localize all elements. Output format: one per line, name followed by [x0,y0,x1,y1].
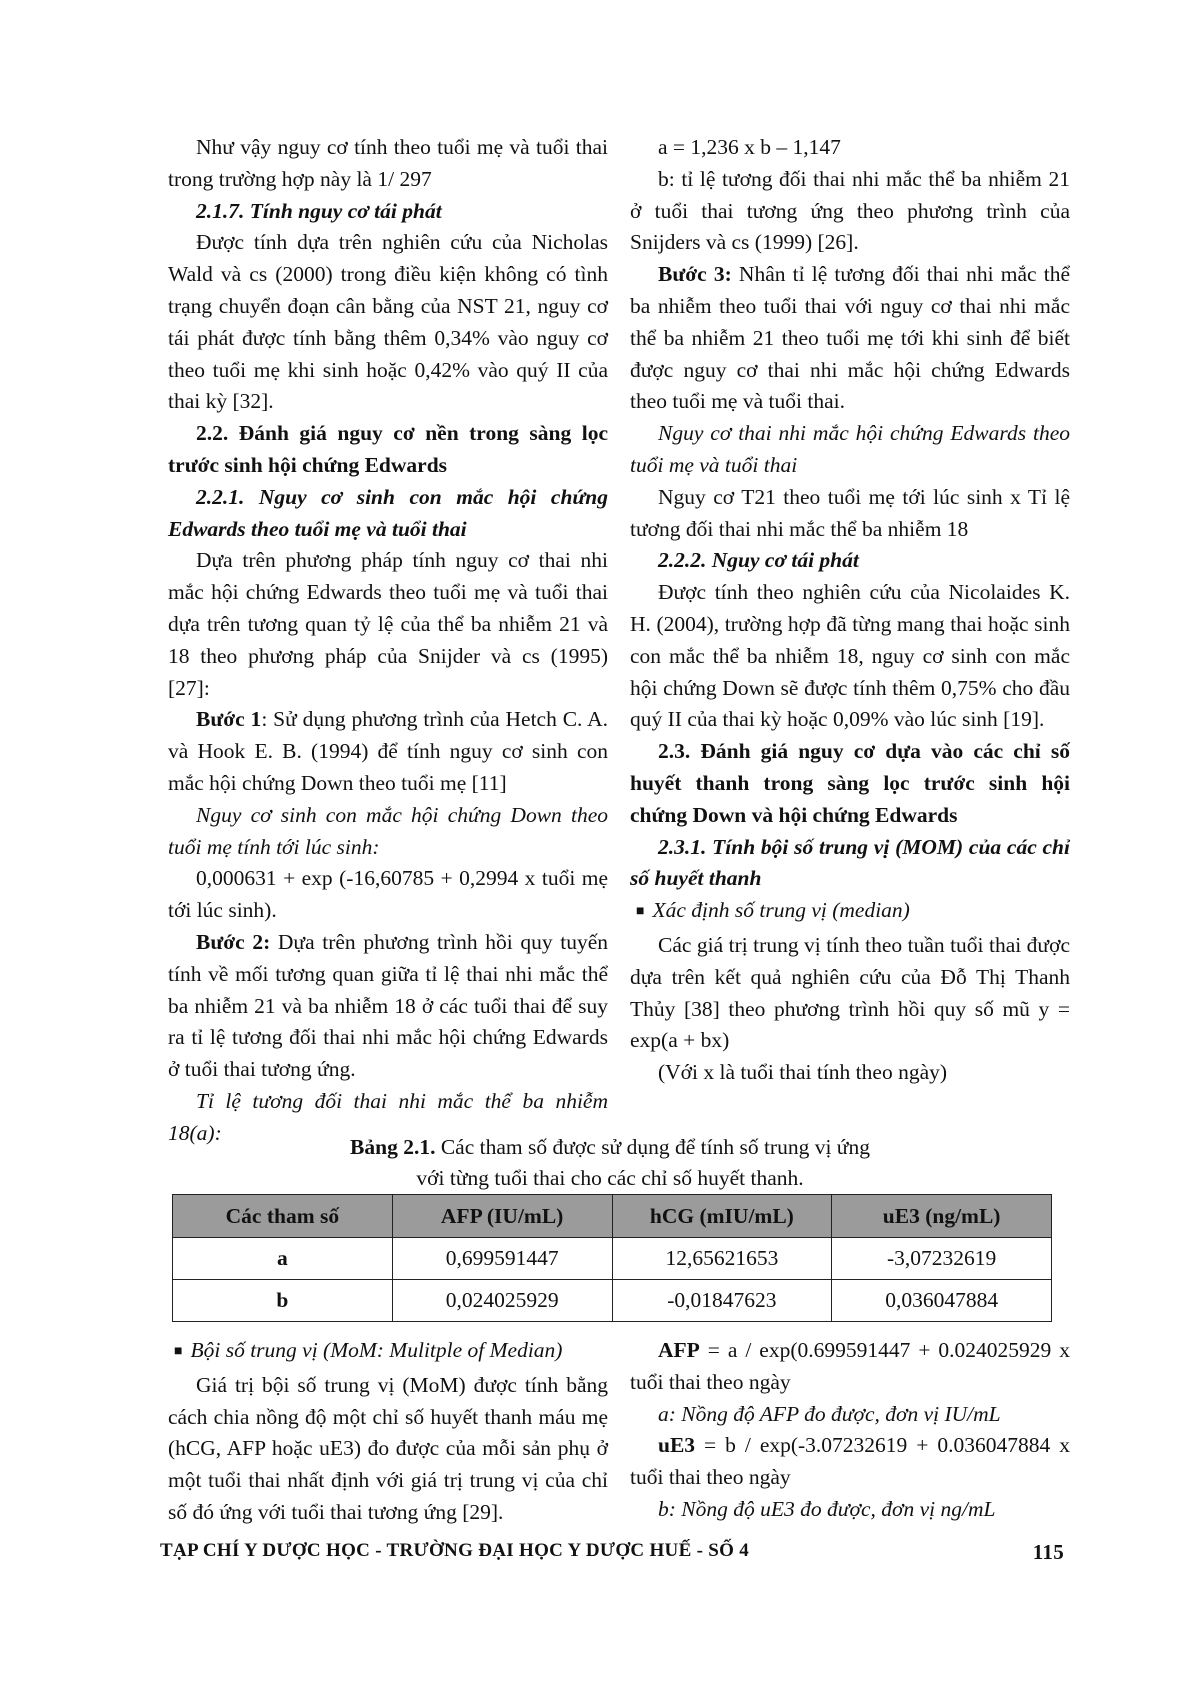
bottom-left-column [168,1335,608,1529]
journal-name: TẠP CHÍ Y DƯỢC HỌC - TRƯỜNG ĐẠI HỌC Y DƯỢC HUẾ - SỐ 4 [160,1540,750,1561]
paragraph: Giá trị bội số trung vị (MoM) được tính bằng cách chia nồng độ một chỉ số huyết thanh máu mẹ (hCG, AFP hoặc uE3) đo được của mỗi sản phụ ở một tuổi thai nhất định với giá trị trung vị của chỉ số đó ứng với tuổi thai tương ứng [29]. [168,1372,608,1524]
italic-line: b: Nồng độ uE3 đo được, đơn vị ng/mL [658,1496,996,1521]
table-cell: -3,07232619 [832,1238,1052,1280]
bullet-text: Bội số trung vị (MoM: Mulitple of Median) [190,1338,563,1362]
table-row [173,1238,1052,1280]
section-heading: 2.2.2. Nguy cơ tái phát [658,548,859,573]
table-header-row [173,1195,1052,1238]
section-heading: 2.2.1. Nguy cơ sinh con mắc hội chứng Edwards theo tuổi mẹ và tuổi thai [168,484,608,541]
table-row-label: b [173,1280,393,1322]
table-cell: 12,65621653 [612,1238,832,1280]
table-cell: 0,699591447 [392,1238,612,1280]
bullet-icon: ■ [636,904,645,920]
left-column [168,132,608,1150]
formula [630,1335,1070,1399]
table-row-label: a [173,1238,393,1280]
formula-label: AFP [658,1338,700,1362]
formula [630,1430,1070,1494]
parameters-table [172,1194,1052,1322]
bullet-text: Xác định số trung vị (median) [652,898,910,923]
table-cell: -0,01847623 [612,1280,832,1322]
formula-text: = a / exp(0.699591447 + 0.024025929 x tuổi thai theo ngày [630,1338,1070,1394]
step-label: Bước 1 [196,707,262,732]
step-text: : Sử dụng phương trình của Hetch C. A. và Hook E. B. (1994) để tính nguy cơ sinh con mắc hội chứng Down theo tuổi mẹ [11] [168,707,608,795]
paragraph: Như vậy nguy cơ tính theo tuổi mẹ và tuổi thai trong trường hợp này là 1/ 297 [168,135,608,191]
section-heading: 2.2. Đánh giá nguy cơ nền trong sàng lọc trước sinh hội chứng Edwards [168,421,608,477]
table-cell: 0,024025929 [392,1280,612,1322]
right-column [630,132,1070,1089]
formula-text: = b / exp(-3.07232619 + 0.036047884 x tuổi thai theo ngày [630,1433,1070,1490]
bottom-right-column [630,1335,1070,1526]
step-label: Bước 2: [196,929,271,954]
paragraph: Nguy cơ T21 theo tuổi mẹ tới lúc sinh x Tỉ lệ tương đối thai nhi mắc thể ba nhiễm 18 [630,484,1070,541]
page-number: 115 [1032,1540,1064,1564]
italic-line: Nguy cơ thai nhi mắc hội chứng Edwards theo tuổi mẹ và tuổi thai [630,421,1070,477]
italic-line: Tỉ lệ tương đối thai nhi mắc thể ba nhiễm 18(a): [168,1088,608,1145]
formula-label: uE3 [658,1433,696,1458]
table-header-cell: uE3 (ng/mL) [832,1195,1052,1238]
caption-line-2: với từng tuổi thai cho các chỉ số huyết thanh. [416,1166,804,1190]
paragraph: b: tỉ lệ tương đối thai nhi mắc thể ba nhiễm 21 ở tuổi thai tương ứng theo phương trình của Snijders và cs (1999) [26]. [630,166,1070,255]
table-cell: 0,036047884 [832,1280,1052,1322]
table-header-cell: Các tham số [173,1195,393,1238]
bullet-item [168,1335,608,1370]
bullet-item [630,895,1070,930]
step-text: Nhân tỉ lệ tương đối thai nhi mắc thể ba nhiễm theo tuổi thai với nguy cơ thai nhi mắc thể ba nhiễm 21 theo tuổi mẹ tới khi sinh để biết được nguy cơ thai nhi mắc hội chứng Edwards theo tuổi mẹ và tuổi thai. [630,262,1070,414]
italic-line: Nguy cơ sinh con mắc hội chứng Down theo tuổi mẹ tính tới lúc sinh: [168,802,608,859]
paragraph: (Với x là tuổi thai tính theo ngày) [658,1060,948,1085]
paragraph: Được tính dựa trên nghiên cứu của Nicholas Wald và cs (2000) trong điều kiện không có tình trạng chuyển đoạn cân bằng của NST 21, nguy cơ tái phát được tính bằng thêm 0,34% vào nguy cơ theo tuổi mẹ khi sinh hoặc 0,42% vào quý II của thai kỳ [32]. [168,230,608,414]
table-header-cell: AFP (IU/mL) [392,1195,612,1238]
caption-text: Các tham số được sử dụng để tính số trung vị ứng [435,1135,870,1159]
step-label: Bước 3: [658,262,732,287]
section-heading: 2.1.7. Tính nguy cơ tái phát [196,198,442,223]
italic-line: a: Nồng độ AFP đo được, đơn vị IU/mL [658,1401,1001,1426]
caption-line-1 [168,1132,1052,1163]
paragraph: Các giá trị trung vị tính theo tuần tuổi thai được dựa trên kết quả nghiên cứu của Đỗ Thị Thanh Thủy [38] theo phương trình hồi quy số mũ y = exp(a + bx) [630,932,1070,1053]
section-heading: 2.3.1. Tính bội số trung vị (MOM) của các chỉ số huyết thanh [630,834,1070,891]
paragraph: Được tính theo nghiên cứu của Nicolaides K. H. (2004), trường hợp đã từng mang thai hoặc sinh con mắc thể ba nhiễm 18, nguy cơ sinh con mắc hội chứng Down sẽ được tính thêm 0,75% cho đầu quý II của thai kỳ hoặc 0,09% vào lúc sinh [19]. [630,580,1070,732]
table-row [173,1280,1052,1322]
paragraph [630,259,1070,418]
paragraph [168,704,608,799]
formula: a = 1,236 x b – 1,147 [658,135,841,159]
section-heading: 2.3. Đánh giá nguy cơ dựa vào các chỉ số huyết thanh trong sàng lọc trước sinh hội chứng Down và hội chứng Edwards [630,739,1070,827]
paragraph: Dựa trên phương pháp tính nguy cơ thai nhi mắc hội chứng Edwards theo tuổi mẹ và tuổi thai dựa trên tương quan tỷ lệ của thể ba nhiễm 21 và 18 theo phương pháp của Snijder và cs (1995) [27]: [168,548,608,700]
bullet-icon: ■ [174,1344,183,1359]
table-header-cell: hCG (mIU/mL) [612,1195,832,1238]
formula: 0,000631 + exp (-16,60785 + 0,2994 x tuổi mẹ tới lúc sinh). [168,866,608,923]
caption-label: Bảng 2.1. [350,1135,436,1159]
paragraph [168,927,608,1086]
step-text: Dựa trên phương trình hồi quy tuyến tính về mối tương quan giữa tỉ lệ thai nhi mắc thể ba nhiễm 21 và ba nhiễm 18 ở các tuổi thai để suy ra tỉ lệ tương đối thai nhi mắc hội chứng Edwards ở tuổi thai tương ứng. [168,929,608,1082]
table-caption [168,1132,1052,1194]
